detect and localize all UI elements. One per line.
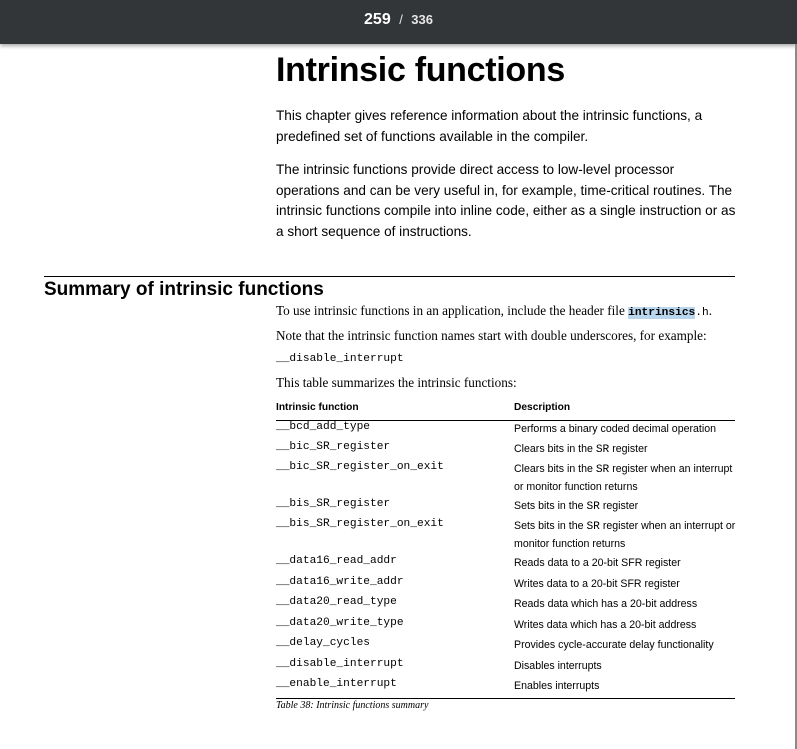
description-text: Sets bits in the: [514, 520, 587, 532]
function-name: __data20_read_type: [276, 596, 397, 608]
function-name: __enable_interrupt: [276, 678, 397, 690]
description-text: Clears bits in the: [514, 463, 596, 475]
function-name: __disable_interrupt: [276, 658, 404, 670]
function-description: [514, 576, 738, 593]
function-name: __data20_write_type: [276, 617, 404, 629]
function-name: __delay_cycles: [276, 637, 370, 649]
header-file-highlight: intrinsics: [628, 307, 696, 319]
function-name: __bis_SR_register: [276, 498, 391, 510]
description-text: Sets bits in the: [514, 500, 587, 512]
function-name: __data16_write_addr: [276, 576, 404, 588]
function-name: __bis_SR_register_on_exit: [276, 518, 444, 530]
description-text: register: [609, 443, 648, 455]
function-name: __bic_SR_register_on_exit: [276, 461, 444, 473]
description-text: Enables interrupts: [514, 680, 600, 692]
header-file-extension: .h: [695, 307, 709, 319]
description-text: register when an interrupt or monitor function returns: [514, 520, 736, 550]
function-description: [514, 498, 738, 516]
description-text: Reads data to a 20-bit SFR register: [514, 557, 681, 569]
column-header-description: Description: [514, 402, 571, 413]
function-description: [514, 637, 738, 654]
pdf-viewer-toolbar: [0, 0, 797, 44]
function-description: [514, 678, 738, 695]
include-text: To use intrinsic functions in an application, include the header file: [276, 303, 629, 318]
include-header-paragraph: [276, 303, 712, 319]
function-description: [514, 658, 738, 675]
chapter-intro-paragraph: This chapter gives reference information about the intrinsic functions, a predefined set of functions available in the compiler.: [276, 108, 703, 144]
chapter-title: Intrinsic functions: [276, 51, 565, 89]
sentence-end: .: [708, 303, 712, 318]
function-description: [514, 596, 738, 613]
description-text: Writes data which has a 20-bit address: [514, 619, 697, 631]
register-name: SR: [586, 521, 600, 533]
function-name: __data16_read_addr: [276, 555, 397, 567]
function-description: [514, 555, 738, 572]
table-caption: Table 38: Intrinsic functions summary: [276, 700, 429, 711]
description-text: Provides cycle-accurate delay functionality: [514, 639, 714, 651]
register-name: SR: [595, 444, 610, 456]
current-page-number[interactable]: 259: [364, 11, 391, 28]
section-title: Summary of intrinsic functions: [44, 279, 324, 300]
page-indicator: [0, 11, 797, 29]
page-separator: /: [399, 12, 403, 27]
register-name: SR: [586, 501, 600, 513]
column-header-function: Intrinsic function: [276, 402, 359, 413]
function-description: [514, 617, 738, 634]
function-description: [514, 461, 738, 496]
table-intro: This table summarizes the intrinsic functions:: [276, 375, 517, 390]
example-code: __disable_interrupt: [276, 353, 404, 365]
section-divider: [44, 276, 735, 277]
description-text: register: [599, 500, 639, 512]
description-text: Performs a binary coded decimal operation: [514, 423, 716, 435]
register-name: SR: [595, 464, 610, 476]
description-text: Clears bits in the: [514, 443, 596, 455]
function-description: [514, 421, 738, 438]
double-underscore-note: Note that the intrinsic function names start with double underscores, for example:: [276, 328, 707, 343]
table-footer-rule: [276, 698, 735, 699]
function-description: [514, 441, 738, 459]
function-name: __bcd_add_type: [276, 421, 370, 433]
description-text: Disables interrupts: [514, 660, 602, 672]
total-pages: 336: [411, 12, 433, 27]
description-text: Writes data to a 20-bit SFR register: [514, 578, 680, 590]
function-description: [514, 518, 738, 553]
function-name: __bic_SR_register: [276, 441, 391, 453]
chapter-description-paragraph: The intrinsic functions provide direct access to low-level processor operations and can be very useful in, for example, time-critical routines. The intrinsic functions compile into inline code, either as a single instruction or as a short sequence of instructions.: [276, 162, 736, 239]
description-text: Reads data which has a 20-bit address: [514, 598, 698, 610]
description-text: register when an interrupt or monitor function returns: [514, 463, 733, 493]
